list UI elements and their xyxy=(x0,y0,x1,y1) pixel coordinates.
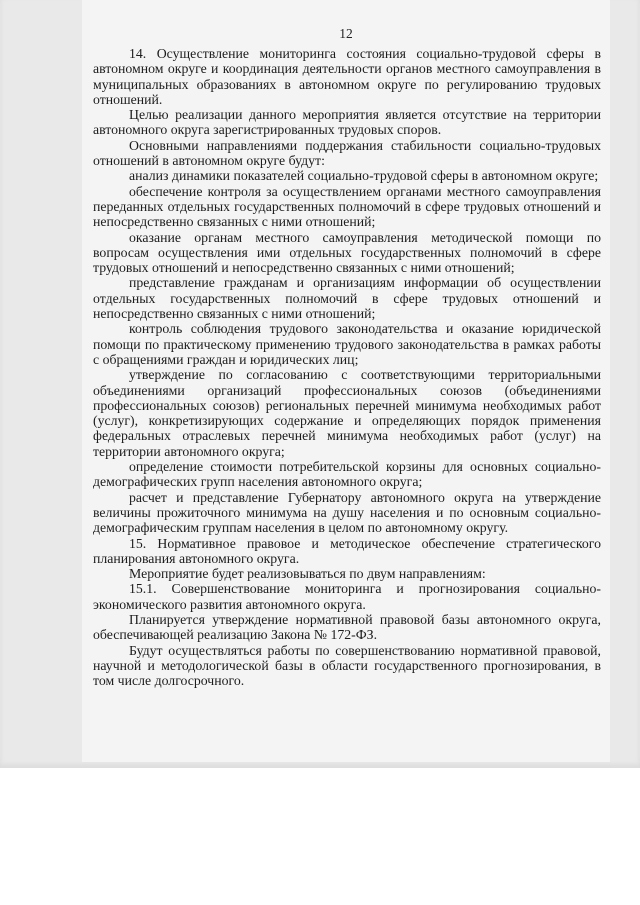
blank-area xyxy=(0,768,640,905)
list-item: утверждение по согласованию с соответствующими территориальными объединениями организаций профессиональных союзов (объединениями профессиональных союзов) региональных перечней минимума необходимых работ (услуг), конкретизирующих содержание и определяющих порядок применения федеральных отраслевых перечней минимума необходимых работ (услуг) на территории автономного округа; xyxy=(93,367,601,459)
paragraph-goal: Целью реализации данного мероприятия является отсутствие на территории автономного округа зарегистрированных трудовых споров. xyxy=(93,107,601,138)
paragraph-15-1-plan: Планируется утверждение нормативной правовой базы автономного округа, обеспечивающей реализацию Закона № 172-ФЗ. xyxy=(93,611,601,643)
document-page xyxy=(82,0,610,762)
paragraph-15-intro: Мероприятие будет реализовываться по двум направлениям: xyxy=(129,566,486,582)
list-item: расчет и представление Губернатору автономного округа на утверждение величины прожиточного минимума на душу населения и по основным социально-демографическим группам населения в целом по автономному округу. xyxy=(93,489,601,536)
list-item: контроль соблюдения трудового законодательства и оказание юридической помощи по практическому применению трудового законодательства в рамках работы с обращениями граждан и юридических лиц; xyxy=(93,321,601,367)
list-item: оказание органам местного самоуправления методической помощи по вопросам осуществления ими отдельных государственных полномочий в сфере трудовых отношений и непосредственно связанных с ними отношений; xyxy=(93,229,601,276)
page-number: 12 xyxy=(339,26,353,41)
paragraph-14-heading: 14. Осуществление мониторинга состояния социально-трудовой сферы в автономном округе и координация деятельности органов местного самоуправления в муниципальных образованиях в автономном округе по регулированию трудовых отношений. xyxy=(93,46,601,107)
list-item: определение стоимости потребительской корзины для основных социально-демографических групп населения автономного округа; xyxy=(93,459,601,490)
paragraph-15-heading: 15. Нормативное правовое и методическое обеспечение стратегического планирования автономного округа. xyxy=(93,535,601,566)
list-item: представление гражданам и организациям информации об осуществлении отдельных государственных полномочий в сфере трудовых отношений и непосредственно связанных с ними отношений; xyxy=(93,275,601,322)
document-body xyxy=(93,46,601,688)
list-item: обеспечение контроля за осуществлением органами местного самоуправления переданных отдельных государственных полномочий в сфере трудовых отношений и непосредственно связанных с ними отношений; xyxy=(93,183,601,230)
paragraph-15-1-heading: 15.1. Совершенствование мониторинга и прогнозирования социально-экономического развития автономного округа. xyxy=(93,581,601,612)
paragraph-15-1-works: Будут осуществляться работы по совершенствованию нормативной правовой, научной и методологической базы в области государственного прогнозирования, в том числе долгосрочного. xyxy=(93,642,601,689)
paragraph-directions-intro: Основными направлениями поддержания стабильности социально-трудовых отношений в автономном округе будут: xyxy=(93,137,601,169)
list-item: анализ динамики показателей социально-трудовой сферы в автономном округе; xyxy=(129,168,599,184)
